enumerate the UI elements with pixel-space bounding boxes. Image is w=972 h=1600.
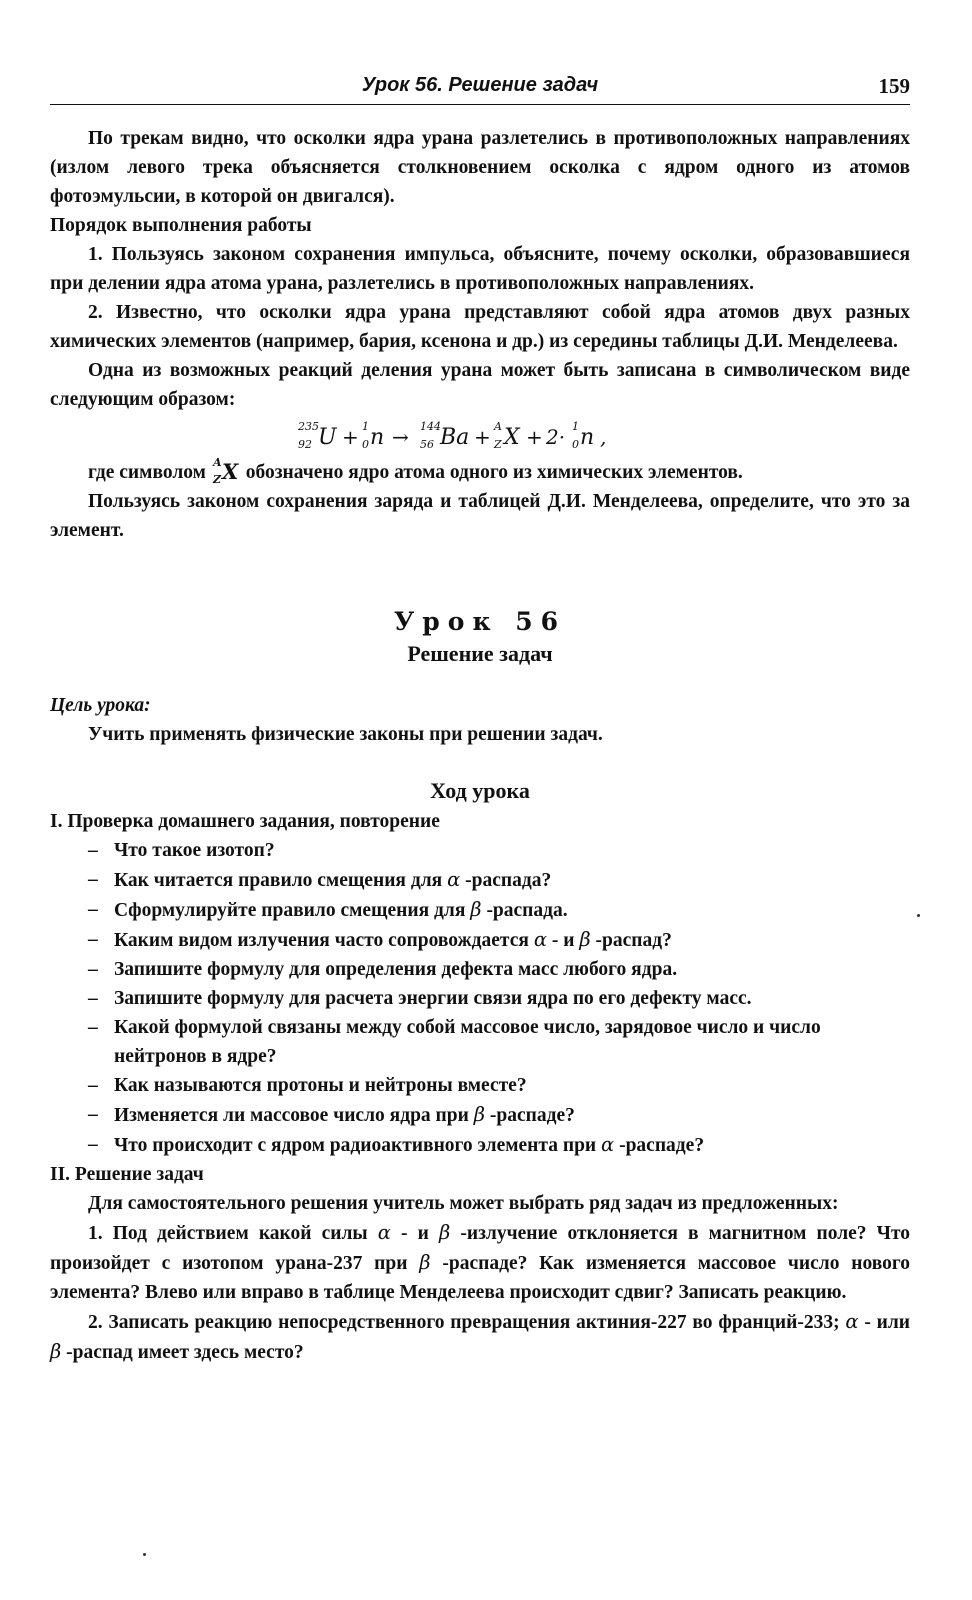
symbol-explanation-start: где символом: [88, 462, 206, 483]
list-item: [88, 955, 910, 984]
n-charge-number: 0: [362, 438, 369, 451]
task-text: -распаде? Как изменяется массовое число нового элемента? Влево или вправо в таблице Менделеева происходит сдвиг? Записать реакцию.: [50, 1253, 911, 1303]
page-header: [50, 74, 910, 105]
task-text: 1. Под действием какой силы: [88, 1223, 368, 1244]
inline-x-letter: X: [221, 459, 239, 484]
list-item: [88, 925, 910, 955]
ba-charge-number: 56: [420, 438, 434, 451]
symbol-explanation-end: обозначено ядро атома одного из химических элементов.: [245, 462, 743, 483]
question-text: - и: [551, 930, 575, 951]
beta-symbol: β: [470, 898, 482, 921]
scan-speck: [917, 914, 920, 917]
beta-symbol: β: [438, 1221, 451, 1244]
task-1: [50, 1218, 910, 1307]
x-mass-number: A: [494, 420, 502, 433]
alpha-symbol: α: [447, 868, 461, 891]
beta-symbol: β: [419, 1251, 431, 1274]
n-mass-number: 1: [362, 420, 369, 433]
n2-mass-number: 1: [572, 420, 579, 433]
reaction-intro: Одна из возможных реакций деления урана может быть записана в символическом виде следующим образом:: [50, 360, 910, 410]
neutron-coefficient: 2·: [546, 425, 566, 449]
list-dash: –: [88, 929, 98, 950]
procedure-step-2: 2. Известно, что осколки ядра урана представляют собой ядра атомов двух разных химических элементов (например, бария, ксенона и др.) из середины таблицы Д.И. Менделеева.: [50, 302, 910, 352]
beta-symbol: β: [579, 928, 591, 951]
question-text: Что такое изотоп?: [114, 840, 275, 861]
task-text: - и: [401, 1223, 429, 1244]
plus-sign-3: +: [526, 425, 543, 449]
question-text: Что происходит с ядром радиоактивного элемента при: [114, 1135, 597, 1156]
reaction-arrow: →: [392, 425, 409, 449]
plus-sign-1: +: [342, 425, 359, 449]
section-2-intro: Для самостоятельного решения учитель может выбрать ряд задач из предложенных:: [88, 1193, 839, 1214]
section-1-heading: I. Проверка домашнего задания, повторение: [50, 811, 440, 832]
n-symbol: n: [370, 425, 385, 450]
question-text: Как называются протоны и нейтроны вместе?: [114, 1075, 527, 1096]
u-charge-number: 92: [298, 438, 312, 451]
page-content: [50, 124, 910, 1367]
list-dash: –: [88, 869, 98, 890]
formula-comma: ,: [600, 425, 607, 449]
formula-svg: [290, 416, 670, 456]
list-dash: –: [88, 840, 98, 861]
task-text: 2. Записать реакцию непосредственного превращения актиния-227 во франций-233;: [88, 1312, 840, 1333]
alpha-symbol: α: [845, 1310, 859, 1333]
question-text: Запишите формулу для определения дефекта масс любого ядра.: [114, 959, 678, 980]
task-2: [50, 1307, 910, 1367]
list-item: [88, 1130, 910, 1160]
list-dash: –: [88, 1017, 98, 1038]
section-2-heading: II. Решение задач: [50, 1164, 204, 1185]
goal-label: Цель урока:: [50, 695, 151, 716]
beta-symbol: β: [50, 1340, 62, 1363]
lesson-title: Урок 56: [394, 607, 566, 636]
beta-symbol: β: [473, 1103, 486, 1126]
question-text: Как читается правило смещения для: [114, 870, 443, 891]
list-item: [88, 1013, 910, 1071]
lesson-flow-title: Ход урока: [430, 778, 530, 803]
x-symbol: X: [504, 425, 520, 450]
question-text: Какой формулой связаны между собой массовое число, зарядовое число и число нейтронов в ядре?: [114, 1017, 821, 1067]
list-item: [88, 984, 910, 1013]
n2-symbol: n: [580, 425, 595, 450]
symbol-explanation: [50, 456, 910, 487]
question-text: -распаде?: [619, 1135, 705, 1156]
question-text: -распада?: [465, 870, 552, 891]
question-text: -распад?: [595, 930, 672, 951]
list-dash: –: [88, 899, 98, 920]
x-nuclide-symbol: [211, 456, 241, 486]
fission-reaction-formula: [50, 416, 910, 456]
list-item: [88, 1071, 910, 1100]
question-text: Сформулируйте правило смещения для: [114, 900, 466, 921]
question-text: Запишите формулу для расчета энергии связи ядра по его дефекту масс.: [114, 988, 752, 1009]
task-text: -распад имеет здесь место?: [66, 1342, 304, 1363]
question-text: -распада.: [486, 900, 568, 921]
u-mass-number: 235: [298, 420, 319, 433]
list-dash: –: [88, 1104, 98, 1125]
section-gap: [50, 545, 910, 605]
running-title: Урок 56. Решение задач: [361, 74, 599, 96]
question-text: Изменяется ли массовое число ядра при: [114, 1105, 469, 1126]
list-item: [88, 895, 910, 925]
u-symbol: U: [318, 425, 337, 450]
task-text: -излучение отклоняется в магнитном поле? Что произойдет с изотопом урана-237 при: [50, 1223, 911, 1274]
alpha-symbol: α: [601, 1133, 615, 1156]
list-item: [88, 1100, 910, 1130]
n2-charge-number: 0: [572, 438, 579, 451]
list-dash: –: [88, 988, 98, 1009]
list-item: [88, 836, 910, 865]
inline-x-charge: Z: [212, 473, 221, 486]
list-item: [88, 865, 910, 895]
alpha-symbol: α: [533, 928, 547, 951]
question-text: -распаде?: [489, 1105, 575, 1126]
procedure-heading: Порядок выполнения работы: [50, 215, 312, 236]
alpha-symbol: α: [377, 1221, 391, 1244]
goal-text: Учить применять физические законы при решении задач.: [88, 724, 603, 745]
scan-speck: [143, 1553, 146, 1556]
question-text: Каким видом излучения часто сопровождается: [114, 930, 529, 951]
inline-x-mass: A: [212, 456, 222, 469]
x-charge-number: Z: [494, 438, 502, 451]
ba-mass-number: 144: [420, 420, 441, 433]
list-dash: –: [88, 1075, 98, 1096]
lesson-subtitle: Решение задач: [407, 641, 553, 666]
list-dash: –: [88, 959, 98, 980]
procedure-step-1: 1. Пользуясь законом сохранения импульса, объясните, почему осколки, образовавшиеся при делении ядра атома урана, разлетелись в противоположных направлениях.: [50, 244, 910, 294]
page-number: 159: [878, 74, 910, 98]
charge-conservation-task: Пользуясь законом сохранения заряда и таблицей Д.И. Менделеева, определите, что это за элемент.: [50, 491, 910, 541]
list-dash: –: [88, 1134, 98, 1155]
ba-symbol: Ba: [440, 425, 470, 450]
review-questions-list: [50, 836, 910, 1160]
task-text: - или: [864, 1312, 911, 1333]
plus-sign-2: +: [474, 425, 491, 449]
intro-paragraph-tracks: По трекам видно, что осколки ядра урана разлетелись в противоположных направлениях (излом левого трека объясняется столкновением осколка с ядром одного из атомов фотоэмульсии, в которой он двигался).: [50, 128, 910, 207]
